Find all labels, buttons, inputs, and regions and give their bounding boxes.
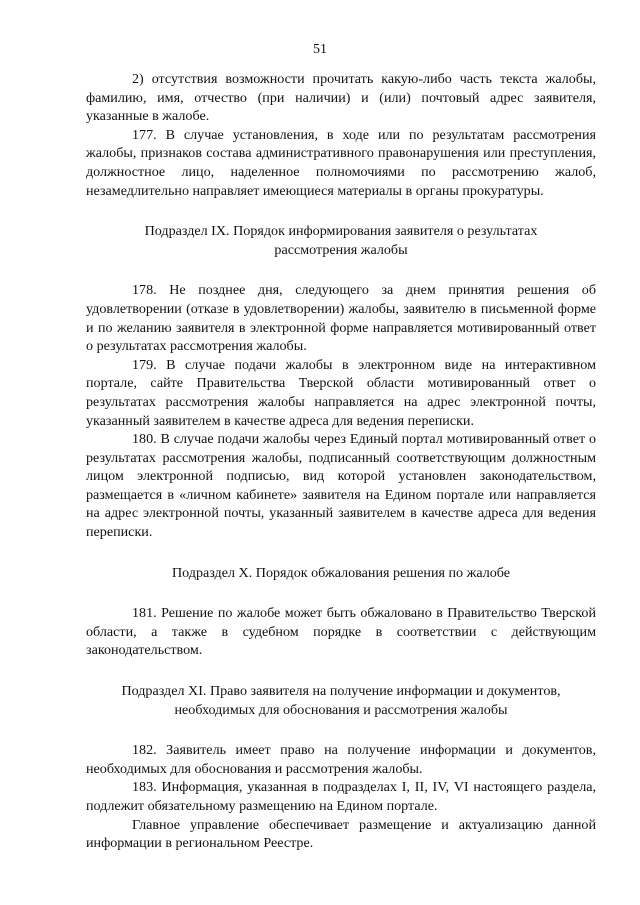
section-heading-ix: [86, 222, 596, 259]
heading-line: необходимых для обоснования и рассмотрения жалобы: [174, 701, 508, 718]
paragraph-182: 182. Заявитель имеет право на получение информации и документов, необходимых для обоснования и рассмотрения жалобы.: [86, 742, 596, 777]
heading-line: рассмотрения жалобы: [274, 241, 408, 258]
paragraph-183: 183. Информация, указанная в подразделах I, II, IV, VI настоящего раздела, подлежит обязательному размещению на Едином портале.: [86, 779, 596, 814]
heading-line: Подраздел X. Порядок обжалования решения по жалобе: [171, 564, 511, 581]
section-heading-xi: [86, 682, 596, 719]
paragraph-181: 181. Решение по жалобе может быть обжаловано в Правительство Тверской области, а также в судебном порядке в соответствии с действующим законодательством.: [86, 605, 596, 659]
paragraph-177: 177. В случае установления, в ходе или по результатам рассмотрения жалобы, признаков состава административного правонарушения или преступления, должностное лицо, наделенное полномочиями по рассмотрению жалоб, незамедлительно направляет имеющиеся материалы в органы прокуратуры.: [86, 126, 596, 199]
paragraph-item-2: 2) отсутствия возможности прочитать какую-либо часть текста жалобы, фамилию, имя, отчество (при наличии) и (или) почтовый адрес заявителя, указанные в жалобе.: [86, 71, 596, 125]
paragraph-178: 178. Не позднее дня, следующего за днем принятия решения об удовлетворении (отказе в удовлетворении) жалобы, заявителю в письменной форме и по желанию заявителя в электронной форме направляется мотивированный ответ о результатах рассмотрения жалобы.: [86, 282, 596, 355]
section-heading-x: [86, 564, 596, 583]
heading-line: Подраздел IX. Порядок информирования заявителя о результатах: [144, 223, 538, 240]
paragraph-final: Главное управление обеспечивает размещение и актуализацию данной информации в региональном Реестре.: [86, 816, 596, 852]
page-number: 51: [313, 42, 327, 57]
paragraph-180: 180. В случае подачи жалобы через Единый портал мотивированный ответ о результатах рассмотрения жалобы, подписанный соответствующим должностным лицом электронной подписью, вид которой установлен законодательством, размещается в «личном кабинете» заявителя на Едином портале или направляется на адрес электронной почты, указанный заявителем в качестве адреса для ведения переписки.: [86, 431, 596, 541]
heading-line: Подраздел XI. Право заявителя на получение информации и документов,: [121, 683, 561, 700]
document-body: [86, 70, 596, 853]
paragraph-179: 179. В случае подачи жалобы в электронном виде на интерактивном портале, сайте Правительства Тверской области мотивированный ответ о результатах рассмотрения жалобы направляется на адрес электронной почты, указанный заявителем в качестве адреса для ведения переписки.: [86, 356, 596, 429]
